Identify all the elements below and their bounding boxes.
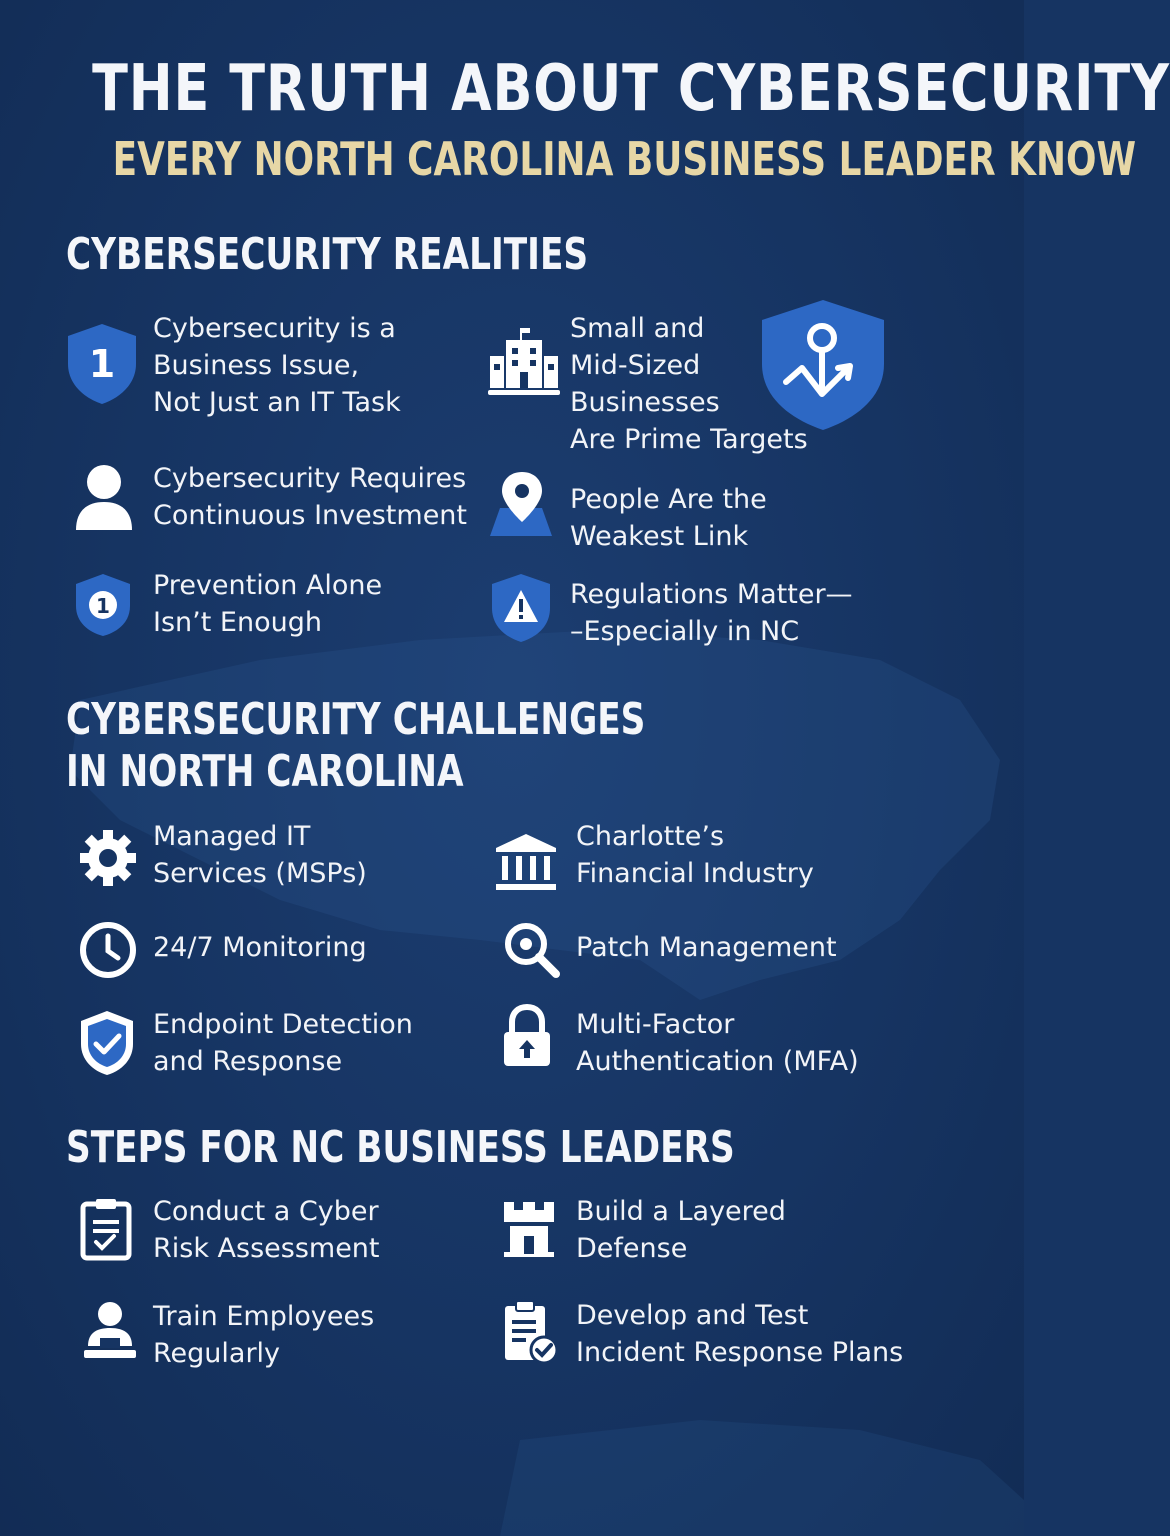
- reality-label-business-issue: Cybersecurity is a Business Issue, Not Just an IT Task: [153, 313, 401, 418]
- reality-label-weakest-link: People Are the Weakest Link: [570, 484, 767, 552]
- step-label-train-employees: Train Employees Regularly: [153, 1301, 375, 1369]
- castle-tower-icon: [502, 1200, 566, 1264]
- challenge-label-mfa: Multi-Factor Authentication (MFA): [576, 1009, 859, 1077]
- clipboard-icon: [80, 1196, 144, 1260]
- reality-label-continuous-investment: Cybersecurity Requires Continuous Investment: [153, 463, 468, 531]
- challenge-label-patch-management: Patch Management: [576, 932, 837, 963]
- section-heading-steps: STEPS FOR NC BUSINESS LEADERS: [66, 1122, 735, 1173]
- shield-check-icon: [78, 1008, 142, 1072]
- section-heading-challenges-line1: CYBERSECURITY CHALLENGES: [66, 694, 646, 745]
- buildings-icon: [486, 326, 550, 390]
- subtitle: EVERY NORTH CAROLINA BUSINESS LEADER KNOW: [112, 132, 1137, 186]
- main-title: THE TRUTH ABOUT CYBERSECURITY: [92, 52, 1170, 126]
- challenge-label-msps: Managed IT Services (MSPs): [153, 821, 367, 889]
- magnifier-icon: [502, 920, 566, 984]
- shield-target-icon: [758, 298, 888, 432]
- challenge-label-edr: Endpoint Detection and Response: [153, 1009, 413, 1077]
- shield-info-icon: [74, 572, 138, 636]
- gear-icon: [78, 828, 142, 892]
- svg-text:1: 1: [88, 342, 116, 386]
- reality-label-prevention: Prevention Alone Isn’t Enough: [153, 570, 383, 638]
- trainer-icon: [82, 1300, 146, 1364]
- challenge-label-monitoring: 24/7 Monitoring: [153, 932, 367, 963]
- lock-icon: [500, 1004, 564, 1068]
- shield-number-icon: [66, 322, 130, 386]
- section-heading-realities: CYBERSECURITY REALITIES: [66, 229, 589, 280]
- map-pin-icon: [486, 470, 550, 534]
- step-label-layered-defense: Build a Layered Defense: [576, 1196, 786, 1264]
- step-label-risk-assessment: Conduct a Cyber Risk Assessment: [153, 1196, 380, 1264]
- reality-label-regulations: Regulations Matter— –Especially in NC: [570, 579, 853, 647]
- svg-text:1: 1: [96, 594, 110, 618]
- clock-icon: [78, 920, 142, 984]
- document-check-icon: [502, 1298, 566, 1362]
- section-heading-challenges-line2: IN NORTH CAROLINA: [66, 746, 464, 797]
- challenge-label-financial-industry: Charlotte’s Financial Industry: [576, 821, 814, 889]
- reality-label-prime-targets: Small and Mid-Sized Businesses Are Prime Targets: [570, 313, 808, 455]
- step-label-incident-response: Develop and Test Incident Response Plans: [576, 1300, 904, 1368]
- shield-warning-icon: [490, 572, 554, 636]
- person-icon: [74, 462, 138, 526]
- bank-icon: [494, 832, 558, 896]
